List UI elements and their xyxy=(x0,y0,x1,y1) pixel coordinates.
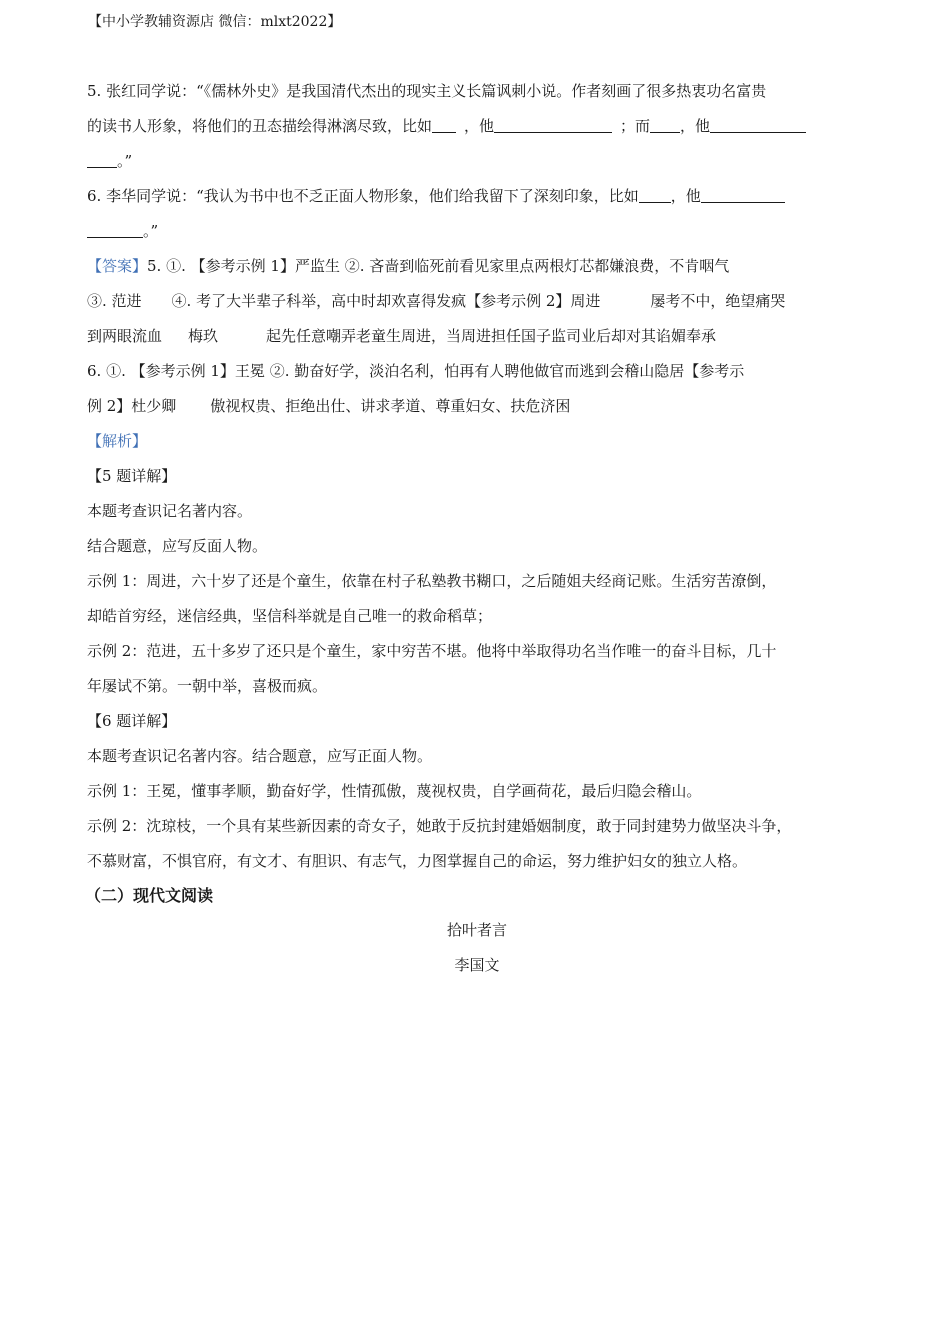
answer-text-5b: 傲视权贵、拒绝出仕、讲求孝道、尊重妇女、扶危济困 xyxy=(210,397,571,415)
q5-text-e: ，他 xyxy=(680,117,711,135)
answer-line-2 xyxy=(87,284,867,319)
q6-text-a: 6. 李华同学说：“我认为书中也不乏正面人物形象，他们给我留下了深刻印象，比如 xyxy=(87,187,639,205)
analysis-5-p1: 本题考查识记名著内容。 xyxy=(87,502,253,520)
blank-2[interactable] xyxy=(494,116,612,133)
article-author: 李国文 xyxy=(454,956,500,974)
answer-text-3b: 梅玖 xyxy=(188,327,219,345)
answer-text-3c: 起先任意嘲弄老童生周进，当周进担任国子监司业后却对其谄媚奉承 xyxy=(266,327,717,345)
document-body xyxy=(87,74,867,983)
answer-line-1 xyxy=(87,249,867,284)
q6-text-c: 。” xyxy=(143,222,159,240)
section-heading: （二）现代文阅读 xyxy=(85,886,214,905)
answer-text-2b: ④. 考了大半辈子科举，高中时却欢喜得发疯【参考示例 2】周进 xyxy=(171,292,601,310)
answer-text-2a: ③. 范进 xyxy=(87,292,142,310)
analysis-5-p2: 结合题意，应写反面人物。 xyxy=(87,537,268,555)
q5-text-f: 。” xyxy=(117,152,133,170)
blank-3[interactable] xyxy=(650,116,680,133)
analysis-6-p7a: 示例 2：沈琼枝，一个具有某些新因素的奇女子，她敢于反抗封建婚姻制度，敢于同封建势力做坚决斗争， xyxy=(87,817,792,835)
question-5-line-1 xyxy=(87,74,867,109)
analysis-5-heading: 【5 题详解】 xyxy=(87,467,177,485)
question-6-line-2 xyxy=(87,214,867,249)
blank-6[interactable] xyxy=(639,186,671,203)
blank-1[interactable] xyxy=(432,116,456,133)
blank-7[interactable] xyxy=(701,186,785,203)
q5-text-a: 5. 张红同学说：“《儒林外史》是我国清代杰出的现实主义长篇讽刺小说。作者刻画了很多热衷功名富贵 xyxy=(87,82,767,100)
analysis-5-p4b: 年屡试不第。一朝中举，喜极而疯。 xyxy=(87,677,328,695)
answer-line-4 xyxy=(87,354,867,389)
page-header: 【中小学教辅资源店 微信：mlxt2022】 xyxy=(88,14,342,30)
answer-text-5a: 例 2】杜少卿 xyxy=(87,397,177,415)
q6-text-b: ，他 xyxy=(670,187,701,205)
analysis-5-p4a: 示例 2：范进，五十多岁了还只是个童生，家中穷苦不堪。他将中举取得功名当作唯一的奋斗目标，几十 xyxy=(87,642,777,660)
analysis-6-p5: 本题考查识记名著内容。结合题意，应写正面人物。 xyxy=(87,747,433,765)
analysis-6-heading: 【6 题详解】 xyxy=(87,712,177,730)
analysis-6-p6: 示例 1：王冕，懂事孝顺，勤奋好学，性情孤傲，蔑视权贵，自学画荷花，最后归隐会稽山。 xyxy=(87,782,702,800)
q5-text-b: 的读书人形象，将他们的丑态描绘得淋漓尽致，比如 xyxy=(87,117,433,135)
analysis-heading xyxy=(87,424,867,459)
answer-text-2c: 屡考不中，绝望痛哭 xyxy=(650,292,786,310)
answer-line-5 xyxy=(87,389,867,424)
analysis-6-p7b: 不慕财富，不惧官府，有文才、有胆识、有志气，力图掌握自己的命运，努力维护妇女的独立人格。 xyxy=(87,852,748,870)
blank-5[interactable] xyxy=(87,151,117,168)
analysis-5-p3a: 示例 1：周进，六十岁了还是个童生，依靠在村子私塾教书糊口，之后随姐夫经商记账。生活穷苦潦倒， xyxy=(87,572,777,590)
answer-text-4: 6. ①. 【参考示例 1】王冕 ②. 勤奋好学，淡泊名利，怕再有人聘他做官而逃到会稽山隐居【参考示 xyxy=(87,362,745,380)
q5-text-c: ，他 xyxy=(464,117,495,135)
answer-tag: 【答案】 xyxy=(87,257,148,275)
blank-8[interactable] xyxy=(87,221,143,238)
answer-text-1: 5. ①. 【参考示例 1】严监生 ②. 吝啬到临死前看见家里点两根灯芯都嫌浪费，不肯咽气 xyxy=(147,257,730,275)
answer-text-3a: 到两眼流血 xyxy=(87,327,163,345)
article-title: 拾叶者言 xyxy=(446,921,507,939)
analysis-tag: 【解析】 xyxy=(87,432,148,450)
blank-4[interactable] xyxy=(710,116,806,133)
answer-line-3 xyxy=(87,319,867,354)
question-6-line-1 xyxy=(87,179,867,214)
question-5-line-3 xyxy=(87,144,867,179)
question-5-line-2 xyxy=(87,109,867,144)
analysis-5-p3b: 却皓首穷经，迷信经典，坚信科举就是自己唯一的救命稻草； xyxy=(87,607,493,625)
q5-text-d: ；而 xyxy=(620,117,651,135)
